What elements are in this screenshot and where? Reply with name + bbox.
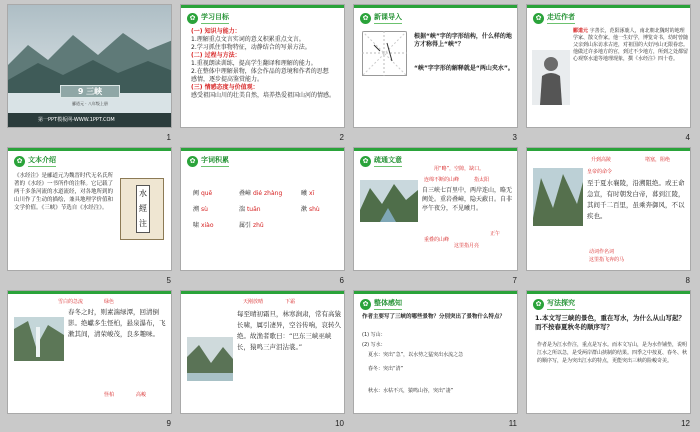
slide-1[interactable] <box>7 4 172 128</box>
accent-bar <box>354 291 517 294</box>
note: 重叠的山峰 <box>424 237 450 243</box>
slide-number: 3 <box>512 133 517 142</box>
line: (二) 过程与方法： <box>191 52 241 59</box>
slide-heading <box>187 155 229 167</box>
accent-bar <box>8 291 171 294</box>
vocab-item: 湍 tuān <box>239 206 261 213</box>
note: 正午 <box>490 231 501 237</box>
slide-subtitle: 郦道元 · 八年级上册 <box>72 101 108 106</box>
slide-thumbnail-11[interactable] <box>350 288 523 431</box>
line: (1) 写山： <box>362 332 386 338</box>
question-text: 根据“峡”字的字形结构，什么样的地方才称得上“峡”？ <box>414 33 512 48</box>
accent-bar <box>181 5 344 8</box>
slide-10[interactable] <box>180 290 345 414</box>
line: 1.重视朗读训练，提高学生翻译和理解的能力。 <box>191 60 317 67</box>
leaf-icon: ✿ <box>360 299 371 310</box>
slide-thumbnail-4[interactable] <box>523 2 696 145</box>
slide-12[interactable] <box>526 290 691 414</box>
note: 天刚放晴 <box>243 299 264 305</box>
passage-text: 春冬之时，则素湍绿潭，回清倒影。绝巘多生怪柏，悬泉瀑布，飞漱其间，清荣峻茂，良多趣味。 <box>68 308 166 338</box>
line: (三) 情感态度与价值观： <box>191 84 259 91</box>
slide-number: 12 <box>681 419 690 428</box>
slide-number: 6 <box>339 276 344 285</box>
note: 用“略”，空隙，缺口。 <box>434 166 485 172</box>
heading-label: 字词积累 <box>201 155 229 167</box>
bio-text: 字善长，范阳涿鹿人，南北朝北魏时的地理学家、散文作家。他一生好学，博览奇书，幼时曾随父亲到山东访求古迹，对祖国的大好河山无限眷恋。他做过许多地方的官，到过不少地方，所到之处都留心观察水道等地理现象，撰《水经注》四十卷。 <box>573 28 689 62</box>
heading-label: 学习目标 <box>201 12 229 24</box>
answer-text: 作者是为江水作注，重点是写水。而本文写山，是为水作铺垫，说明江水之所以急，是受两岸群山挟制的结果。四季之中按夏、春冬、秋的顺序写，是为突出江水的特点，更能突出三峡的险峻奇美。 <box>537 342 688 364</box>
leaf-icon: ✿ <box>14 156 25 167</box>
slide-sorter-grid <box>4 2 698 430</box>
slide-thumbnail-7[interactable] <box>350 145 523 288</box>
slide-number: 10 <box>335 419 344 428</box>
leaf-icon: ✿ <box>533 13 544 24</box>
accent-bar <box>527 291 690 294</box>
slide-3[interactable] <box>353 4 518 128</box>
vocab-item: 溯 sù <box>193 206 208 213</box>
slide-heading <box>14 155 56 167</box>
note: 雪白的急流 <box>58 299 84 305</box>
waterfall-image <box>14 317 64 361</box>
slide-heading <box>360 298 402 310</box>
leaf-icon: ✿ <box>533 299 544 310</box>
mountain-landscape-image <box>8 5 172 128</box>
leaf-icon: ✿ <box>187 156 198 167</box>
line: 1.理解重点文言实词的意义积累重点文言。 <box>191 36 305 43</box>
character-grid-box <box>362 31 407 76</box>
heading-label: 走近作者 <box>547 12 575 24</box>
passage-text: 每至晴初霜旦，林寒涧肃，常有高猿长啸，属引凄异，空谷传响，哀转久绝。故渔者歌曰：“巴东三峡巫峡长，猿鸣三声泪沾裳。” <box>237 310 341 351</box>
slide-heading <box>360 155 402 167</box>
slide-thumbnail-6[interactable] <box>177 145 350 288</box>
note: 这里指月亮 <box>454 243 480 249</box>
gorge-river-image <box>533 168 583 226</box>
line: 春冬：突出“清” <box>368 366 404 372</box>
heading-label: 疏通文意 <box>374 155 402 167</box>
line: 感情，逐步提高鉴赏能力。 <box>191 76 264 83</box>
slide-number: 9 <box>166 419 171 428</box>
accent-bar <box>527 5 690 8</box>
accent-bar <box>527 148 690 151</box>
slide-thumbnail-8[interactable] <box>523 145 696 288</box>
slide-thumbnail-1[interactable] <box>4 2 177 145</box>
accent-bar <box>181 291 344 294</box>
vocab-item: 叠嶂 dié zhàng <box>239 190 283 197</box>
footer-text: 第一PPT模板网-WWW.1PPT.COM <box>38 117 115 123</box>
slide-thumbnail-10[interactable] <box>177 288 350 431</box>
slide-9[interactable] <box>7 290 172 414</box>
slide-number: 11 <box>508 419 517 428</box>
author-bio <box>573 28 688 63</box>
question-text: 作者主要写了三峡的哪些景物？分别突出了景物什么特点？ <box>362 314 506 320</box>
author-name: 郦道元 <box>573 28 589 34</box>
gorge-river-image <box>360 180 418 222</box>
question-text: 1.本文写三峡的景色，重在写水，为什么从山写起？而不按春夏秋冬的顺序写？ <box>535 314 685 331</box>
accent-bar <box>181 148 344 151</box>
note: 动词作名词 <box>589 249 615 255</box>
passage-text: 自三峡七百里中，两岸连山，略无阙处。重岩叠嶂，隐天蔽日。自非亭午夜分，不见曦月。 <box>422 187 513 212</box>
slide-number: 5 <box>166 276 171 285</box>
accent-bar <box>354 5 517 8</box>
slide-thumbnail-9[interactable] <box>4 288 177 431</box>
slide-number: 4 <box>685 133 690 142</box>
line: (2) 写水： <box>362 342 386 348</box>
slide-heading <box>533 298 575 310</box>
vocab-item: 曦 xī <box>301 190 315 197</box>
accent-bar <box>8 148 171 151</box>
intro-text: 《水经注》是郦道元为魏晋时代无名氏所著的《水经》一书所作的注释。它记载了两千多条河流的水道流经，对各地所到的山川作了生动的描绘，兼具地理学价值和文学价值。《三峡》节选自《水经注》。 <box>14 173 114 211</box>
answer-text: “峡”字字形的解释就是“两山夹水”。 <box>414 65 514 72</box>
leaf-icon: ✿ <box>360 13 371 24</box>
note: 升到高陵 <box>591 157 612 163</box>
passage-text: 至于夏水襄陵，沿溯阻绝。或王命急宣，有时朝发白帝，暮到江陵，其间千二百里，虽乘奔御风，不以疾也。 <box>587 179 685 220</box>
heading-label: 文本介绍 <box>28 155 56 167</box>
slide-2[interactable] <box>180 4 345 128</box>
slide-number: 1 <box>166 133 171 142</box>
slide-thumbnail-12[interactable] <box>523 288 696 431</box>
note: 皇帝的命令 <box>587 169 613 175</box>
line: 感受祖国山川的壮美自然，培养热爱祖国山河的情感。 <box>191 92 336 99</box>
vocab-item: 啸 xiào <box>193 222 214 229</box>
slide-number: 7 <box>512 276 517 285</box>
slide-7[interactable] <box>353 147 518 271</box>
slide-number: 8 <box>685 276 690 285</box>
slide-11[interactable] <box>353 290 518 414</box>
note: 下霜 <box>285 299 296 305</box>
slide-thumbnail-3[interactable] <box>350 2 523 145</box>
slide-4[interactable] <box>526 4 691 128</box>
note: 堵塞，阻绝 <box>645 157 671 163</box>
slide-6[interactable] <box>180 147 345 271</box>
slide-5[interactable] <box>7 147 172 271</box>
slide-thumbnail-2[interactable] <box>177 2 350 145</box>
line: 夏水：突出“急”，以水势之猛突出水流之急 <box>368 352 464 358</box>
note: 高峻 <box>136 392 147 398</box>
slide-8[interactable] <box>526 147 691 271</box>
line: (一) 知识与能力： <box>191 28 241 35</box>
book-title: 水經注 <box>136 185 150 233</box>
leaf-icon: ✿ <box>187 13 198 24</box>
slide-thumbnail-5[interactable] <box>4 145 177 288</box>
vocab-item: 阙 quē <box>193 190 213 197</box>
line: 2.学习抓住事物特征，动静结合的写景方法。 <box>191 44 311 51</box>
slide-heading <box>187 12 229 24</box>
line: 2.在整体中理解景物，体会作品的意境和作者的思想 <box>191 68 329 75</box>
slide-heading <box>533 12 575 24</box>
note: 这里指飞奔的马 <box>589 257 625 263</box>
title-banner: 9 三峡 <box>60 85 120 98</box>
note: 指太阳 <box>474 177 490 183</box>
slide-heading <box>360 12 402 24</box>
vocab-item: 漱 shù <box>301 206 320 213</box>
leaf-icon: ✿ <box>360 156 371 167</box>
note: 怪柏 <box>104 392 115 398</box>
line: 秋水：水枯不兴，猿鸣山谷，突出“凄” <box>368 388 454 394</box>
heading-label: 新课导入 <box>374 12 402 24</box>
note: 绿色 <box>104 299 115 305</box>
slide-number: 2 <box>339 133 344 142</box>
accent-bar <box>354 148 517 151</box>
note: 连绵不断的山峰 <box>424 177 460 183</box>
misty-gorge-image <box>187 337 233 381</box>
author-statue-image <box>532 50 570 105</box>
heading-label: 整体感知 <box>374 298 402 310</box>
vocab-item: 属引 zhǔ <box>239 222 264 229</box>
heading-label: 写法探究 <box>547 298 575 310</box>
book-cover-image <box>120 178 164 240</box>
